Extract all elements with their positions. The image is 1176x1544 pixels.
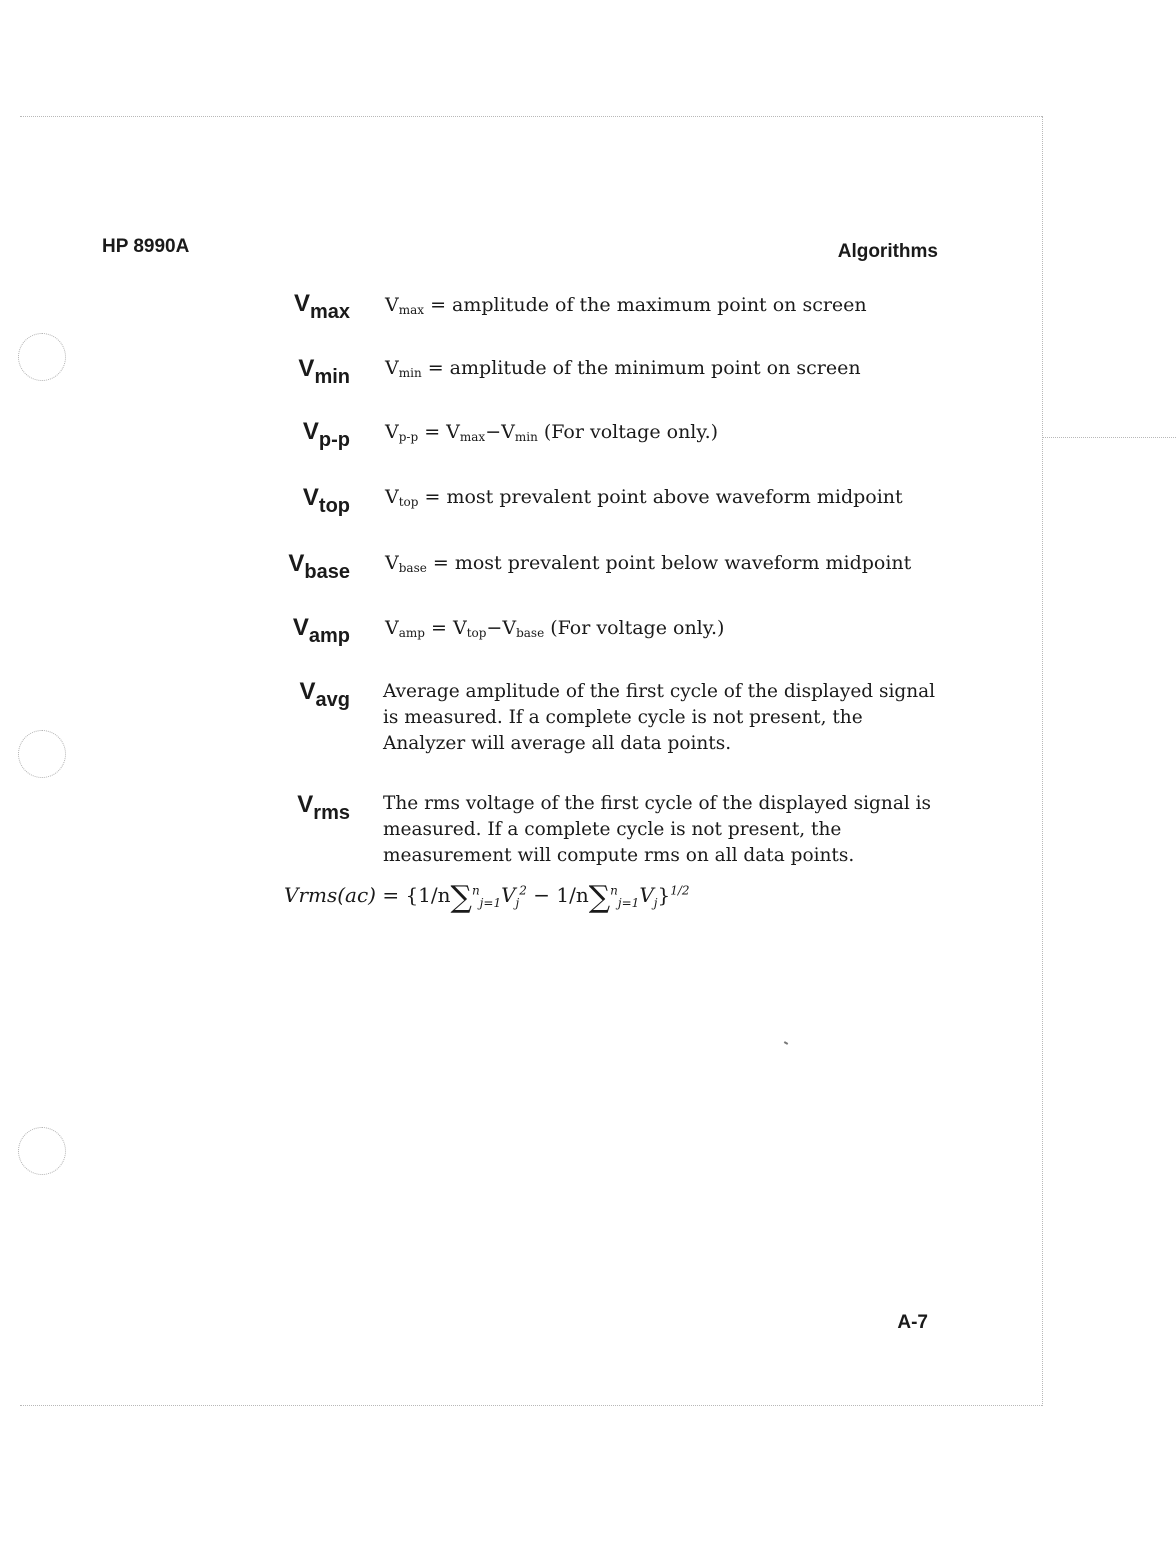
term-vrms: $V_{rms}$ [297, 791, 350, 824]
term-vbase: $V_{base}$ [288, 550, 350, 583]
vrms-ac-formula: Vrms(ac) = $\{1/n\sum^n_{j=1}V_j^2 - 1/n\sum^n_{j=1}V_j\}^{1/2}$ [284, 880, 690, 915]
term-vtop: $V_{top}$ [302, 484, 350, 517]
binder-hole-middle [18, 730, 66, 778]
term-vamp: $V_{amp}$ [292, 614, 350, 647]
definition-vavg: Average amplitude of the first cycle of the displayed signal is measured. If a complete cycle is not present, the Analyzer will average all data points. [383, 681, 936, 754]
bottom-edge-line [20, 1405, 1042, 1406]
definition-vtop: $V_{top}$ = most prevalent point above waveform midpoint [385, 486, 903, 509]
definition-vpp: $V_{p-p} = V_{max}-V_{min}$ (For voltage only.) [385, 421, 719, 444]
stray-mark [784, 1041, 788, 1045]
term-vavg: $V_{avg}$ [299, 678, 350, 711]
section-title: Algorithms [837, 241, 938, 262]
definition-vamp: $V_{amp} = V_{top}-V_{base}$ (For voltage only.) [385, 617, 725, 640]
term-vpp: $V_{p-p}$ [302, 418, 350, 451]
product-name: HP 8990A [102, 236, 190, 257]
definition-vmax: $V_{max}$ = amplitude of the maximum point on screen [385, 294, 867, 317]
binder-hole-bottom [18, 1127, 66, 1175]
definition-vrms: The rms voltage of the first cycle of the displayed signal is measured. If a complete cycle is not present, the measurement will compute rms on all data points. [383, 793, 932, 866]
definition-vbase: $V_{base}$ = most prevalent point below waveform midpoint [385, 552, 912, 575]
right-edge-line [1042, 116, 1043, 1406]
tab-line [1042, 437, 1176, 438]
top-edge-line [20, 116, 1042, 117]
term-vmax: $V_{max}$ [293, 290, 350, 323]
term-vmin: $V_{min}$ [298, 355, 350, 388]
definition-vmin: $V_{min}$ = amplitude of the minimum point on screen [385, 357, 861, 380]
page-number: A-7 [897, 1312, 928, 1333]
